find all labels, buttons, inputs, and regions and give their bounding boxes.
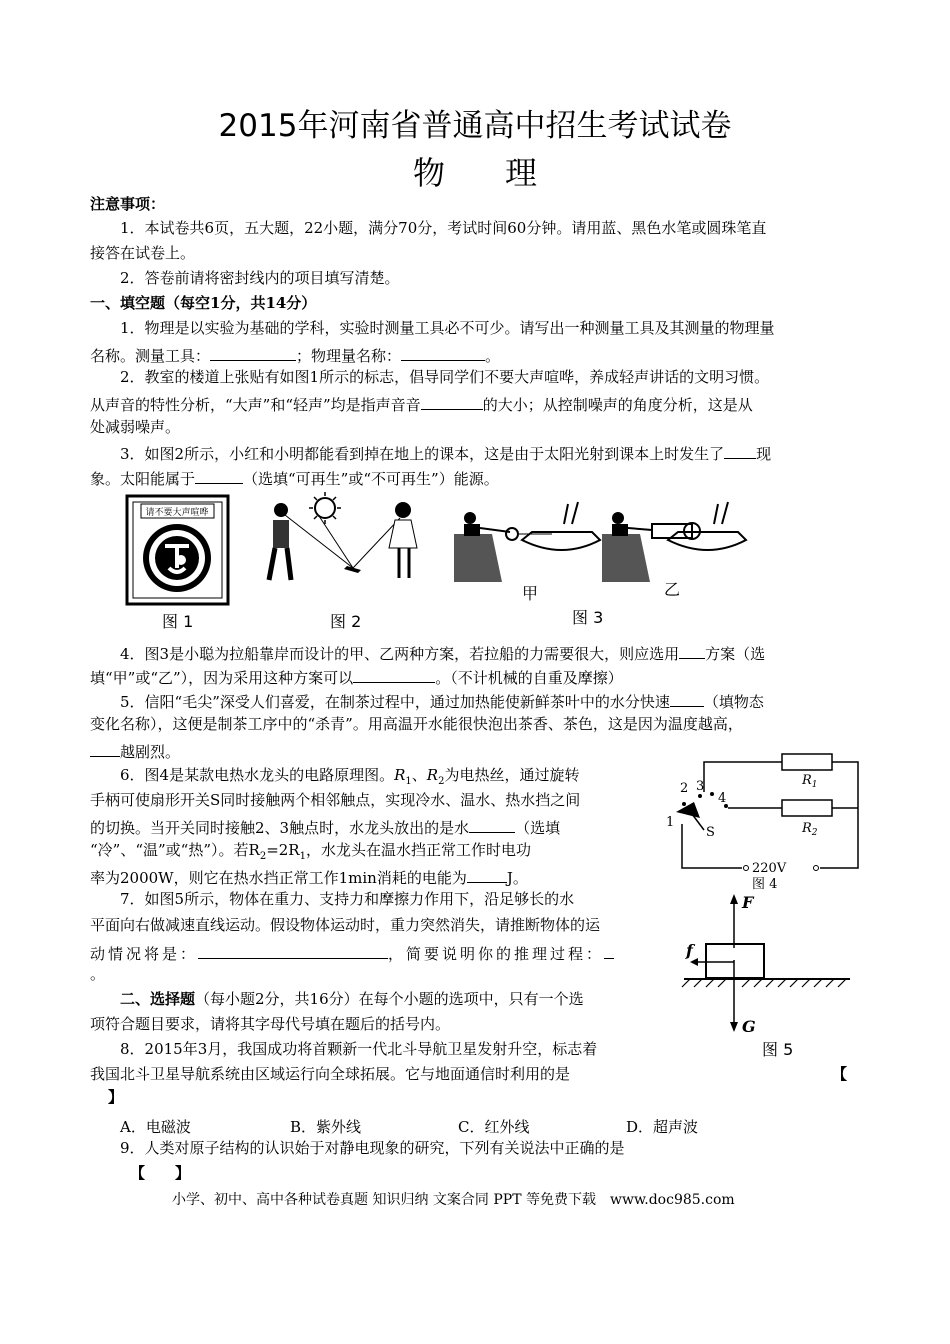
q2-line1: 2．教室的楼道上张贴有如图1所示的标志，倡导同学们不要大声喧哗，养成轻声讲话的文明习惯。 bbox=[120, 368, 770, 386]
notice-heading: 注意事项： bbox=[90, 195, 166, 213]
q5-line3: 越剧烈。 bbox=[90, 742, 180, 760]
q2-line3: 处减弱噪声。 bbox=[90, 418, 181, 436]
figure-4-caption: 图 4 bbox=[752, 877, 778, 890]
q2-line2: 从声音的特性分析，“大声”和“轻声”均是指声音音 的大小；从控制噪声的角度分析，这是从 bbox=[90, 396, 753, 414]
notice-item1: 1．本试卷共6页，五大题，22小题，满分70分，考试时间60分钟。请用蓝、黑色水笔或圆珠笔直 bbox=[120, 219, 767, 237]
q8-line2: 我国北斗卫星导航系统由区域运行向全球拓展。它与地面通信时利用的是 bbox=[90, 1065, 571, 1083]
figure-3-pulley bbox=[452, 494, 752, 584]
q3-line2: 象。太阳能属于 （选填“可再生”或“不可再生”）能源。 bbox=[90, 470, 499, 488]
q9-bracket[interactable]: 【 】 bbox=[130, 1164, 191, 1182]
notice-item2: 2．答卷前请将密封线内的项目填写清楚。 bbox=[120, 269, 400, 287]
voltage-label: 220V bbox=[752, 861, 787, 876]
q7-line1: 7．如图5所示，物体在重力、支持力和摩擦力作用下，沿足够长的水 bbox=[120, 890, 575, 908]
figure-1-sign bbox=[125, 494, 230, 606]
q8-option-b[interactable]: B．紫外线 bbox=[290, 1118, 362, 1136]
q7-blank1[interactable] bbox=[198, 944, 388, 959]
q6-line4: “冷”、“温”或“热”）。若$R_2=2R_1$，水龙头在温水挡正常工作时电功 bbox=[90, 841, 531, 862]
subject-title: 物理 bbox=[412, 154, 597, 192]
q4-line1: 4．图3是小聪为拉船靠岸而设计的甲、乙两种方案，若拉船的力需要很大，则应选用 方案（选 bbox=[120, 645, 766, 663]
figure-5-caption: 图 5 bbox=[762, 1040, 794, 1059]
svg-text:F: F bbox=[742, 893, 754, 912]
svg-text:4: 4 bbox=[718, 791, 727, 806]
q3-blank2[interactable] bbox=[195, 469, 243, 484]
q3-line1: 3．如图2所示，小红和小明都能看到掉在地上的课本，这是由于太阳光射到课本上时发生了 现 bbox=[120, 445, 772, 463]
figure-3-yi: 乙 bbox=[664, 580, 681, 599]
q7-line3: 动情况将是： ，简要说明你的推理过程： bbox=[90, 944, 614, 962]
q1-line1: 1．物理是以实验为基础的学科，实验时测量工具必不可少。请写出一种测量工具及其测量的物理量 bbox=[120, 319, 775, 337]
q4-blank1[interactable] bbox=[679, 644, 705, 659]
q8-option-d[interactable]: D．超声波 bbox=[626, 1118, 699, 1136]
q4-line2: 填“甲”或“乙”），因为采用这种方案可以 。（不计机械的自重及摩擦） bbox=[90, 669, 623, 687]
figure-3-jia: 甲 bbox=[522, 584, 539, 603]
figure-4-circuit bbox=[662, 750, 872, 890]
q6-line1: 6．图4是某款电热水龙头的电路原理图。$R_1$、$R_2$为电热丝，通过旋转 bbox=[120, 766, 580, 787]
q6-line5: 率为2000W，则它在热水挡正常工作1min消耗的电能为 J。 bbox=[90, 869, 528, 887]
figure-5-forces bbox=[680, 890, 860, 1040]
svg-text:S: S bbox=[706, 825, 715, 840]
q7-line4: 。 bbox=[90, 965, 106, 983]
figure-2-reflection bbox=[255, 490, 435, 590]
q8-option-a[interactable]: A．电磁波 bbox=[120, 1118, 191, 1136]
q2-blank[interactable] bbox=[421, 395, 483, 410]
q8-line1: 8．2015年3月，我国成功将首颗新一代北斗导航卫星发射升空，标志着 bbox=[120, 1040, 598, 1058]
q5-blank2[interactable] bbox=[90, 742, 120, 757]
q5-line2: 变化名称），这便是制茶工序中的“杀青”。用高温开水能很快泡出茶香、茶色，这是因为温度越高， bbox=[90, 715, 743, 733]
page-footer: 小学、初中、高中各种试卷真题 知识归纳 文案合同 PPT 等免费下载 www.doc985.com bbox=[172, 1192, 735, 1208]
q5-line1: 5．信阳“毛尖”深受人们喜爱，在制茶过程中，通过加热能使新鲜茶叶中的水分快速 （填物态 bbox=[120, 693, 764, 711]
q3-blank1[interactable] bbox=[724, 444, 756, 459]
q6-line2: 手柄可使扇形开关S同时接触两个相邻触点，实现冷水、温水、热水挡之间 bbox=[90, 791, 581, 809]
svg-text:G: G bbox=[742, 1017, 756, 1036]
notice-item1-cont: 接答在试卷上。 bbox=[90, 244, 196, 262]
q5-blank1[interactable] bbox=[670, 692, 704, 707]
q8-option-c[interactable]: C．红外线 bbox=[458, 1118, 530, 1136]
section2-line1: 二、选择题（每小题2分，共16分）在每个小题的选项中，只有一个选 bbox=[120, 990, 584, 1008]
figure-2-caption: 图 2 bbox=[330, 612, 362, 631]
q6-line3: 的切换。当开关同时接触2、3触点时，水龙头放出的是水 （选填 bbox=[90, 819, 561, 837]
exam-title: 2015年河南省普通高中招生考试试卷 bbox=[218, 108, 732, 144]
figure-3-caption: 图 3 bbox=[572, 608, 604, 627]
svg-text:1: 1 bbox=[666, 815, 675, 830]
q6-blank2[interactable] bbox=[467, 868, 507, 883]
section2-line2: 项符合题目要求，请将其字母代号填在题后的括号内。 bbox=[90, 1015, 451, 1033]
q1-line2: 名称。测量工具： ；物理量名称： 。 bbox=[90, 347, 501, 365]
q8-bracket-open: 【 bbox=[832, 1065, 848, 1083]
q1-blank-quantity[interactable] bbox=[401, 346, 485, 361]
r2-label: $R_2$ bbox=[802, 821, 818, 838]
svg-text:f: f bbox=[686, 941, 693, 960]
q8-bracket-close[interactable]: 】 bbox=[108, 1088, 124, 1106]
q4-blank2[interactable] bbox=[353, 668, 435, 683]
r1-label: $R_1$ bbox=[802, 773, 818, 790]
q7-line2: 平面向右做减速直线运动。假设物体运动时，重力突然消失，请推断物体的运 bbox=[90, 916, 601, 934]
q6-blank1[interactable] bbox=[469, 818, 515, 833]
q7-blank2[interactable] bbox=[604, 944, 614, 959]
figure-1-caption: 图 1 bbox=[162, 612, 194, 631]
sign-text: 请不要大声喧哗 bbox=[145, 508, 209, 518]
q9-line1: 9．人类对原子结构的认识始于对静电现象的研究，下列有关说法中正确的是 bbox=[120, 1139, 625, 1157]
svg-text:3: 3 bbox=[696, 779, 705, 794]
svg-text:2: 2 bbox=[680, 781, 689, 796]
section1-heading: 一、填空题（每空1分，共14分） bbox=[90, 294, 317, 312]
q1-blank-tool[interactable] bbox=[210, 346, 296, 361]
